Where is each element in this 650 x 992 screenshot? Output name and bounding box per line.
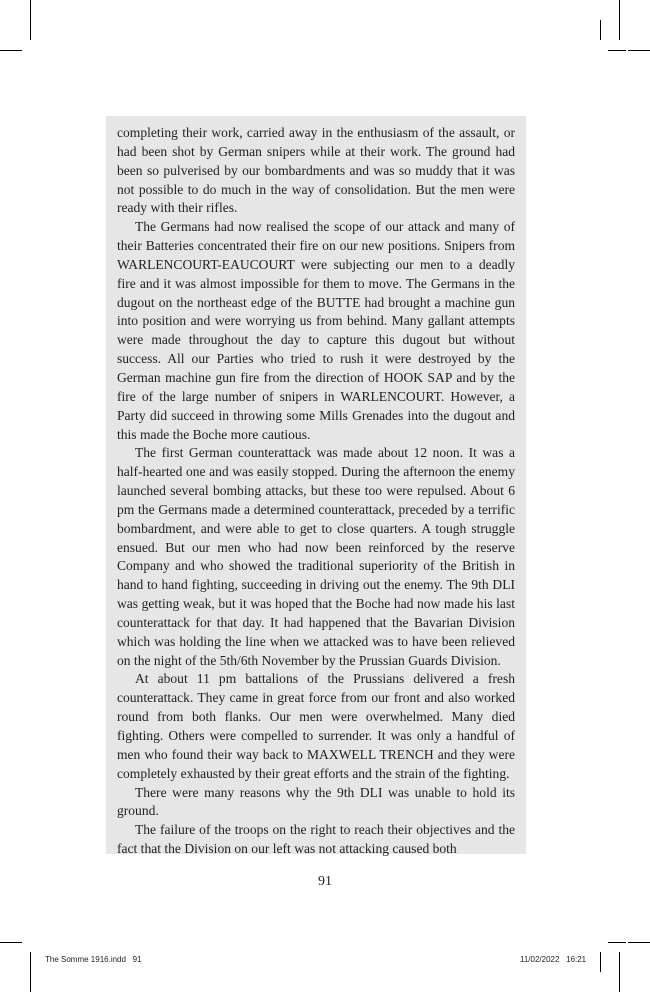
- crop-mark: [0, 50, 22, 51]
- slug-timestamp: 11/02/2022 16:21: [520, 955, 587, 964]
- crop-mark: [30, 952, 31, 992]
- crop-mark: [600, 20, 601, 40]
- crop-mark: [30, 0, 31, 40]
- body-paragraph: The first German counterattack was made about 12 noon. It was a half-hearted one and was easily stopped. During the afternoon the enemy launched several bombing attacks, but these too were repulsed. About 6 pm the Germans made a determined counterattack, preceded by a terrific bombardment, and were able to get to close quarters. A tough struggle ensued. But our men who had now been reinforced by the reserve Company and who showed the traditional superiority of the British in hand to hand fighting, succeeding in driving out the enemy. The 9th DLI was getting weak, but it was hoped that the Boche had now made his last counterattack for that day. It had happened that the Bavarian Division which was holding the line when we attacked was to have been relieved on the night of the 5th/6th November by the Prussian Guards Division.: [117, 445, 515, 668]
- body-paragraph: At about 11 pm battalions of the Prussians delivered a fresh counterattack. They came in great force from our front and also worked round from both flanks. Our men were overwhelmed. Many died fighting. Others were compelled to surrender. It was only a handful of men who found their way back to MAXWELL TRENCH and they were completely exhausted by their great efforts and the strain of the fighting.: [117, 671, 515, 781]
- body-paragraph: There were many reasons why the 9th DLI was unable to hold its ground.: [117, 784, 515, 819]
- crop-mark: [619, 0, 620, 40]
- crop-mark: [608, 942, 626, 943]
- page-number: 91: [318, 874, 332, 889]
- body-paragraph: The Germans had now realised the scope of our attack and many of their Batteries concentrated their fire on our new positions. Snipers from WARLENCOURT-EAUCOURT were subjecting our men to a deadly fire and it was almost impossible for them to move. The Germans in the dugout on the northeast edge of the BUTTE had brought a machine gun into position and were worrying us from behind. Many gallant attempts were made throughout the day to capture this dugout but without success. All our Parties who tried to rush it were destroyed by the German machine gun fire from the direction of HOOK SAP and by the fire of the large number of snipers in WARLENCOURT. However, a Party did succeed in throwing some Mills Grenades into the dugout and this made the Boche more cautious.: [117, 219, 515, 442]
- crop-mark: [628, 942, 650, 943]
- crop-mark: [600, 952, 601, 972]
- body-paragraph: The failure of the troops on the right to reach their objectives and the fact that the Division on our left was not attacking caused both: [117, 822, 515, 857]
- body-text-block: [106, 116, 526, 857]
- crop-mark: [628, 50, 650, 51]
- crop-mark: [608, 50, 626, 51]
- crop-mark: [0, 942, 22, 943]
- slug-file-info: The Somme 1916.indd 91: [45, 955, 142, 964]
- crop-mark: [619, 952, 620, 992]
- body-paragraph: completing their work, carried away in the enthusiasm of the assault, or had been shot by German snipers while at their work. The ground had been so pulverised by our bombardments and was so muddy that it was not possible to do much in the way of consolidation. But the men were ready with their rifles.: [117, 125, 515, 216]
